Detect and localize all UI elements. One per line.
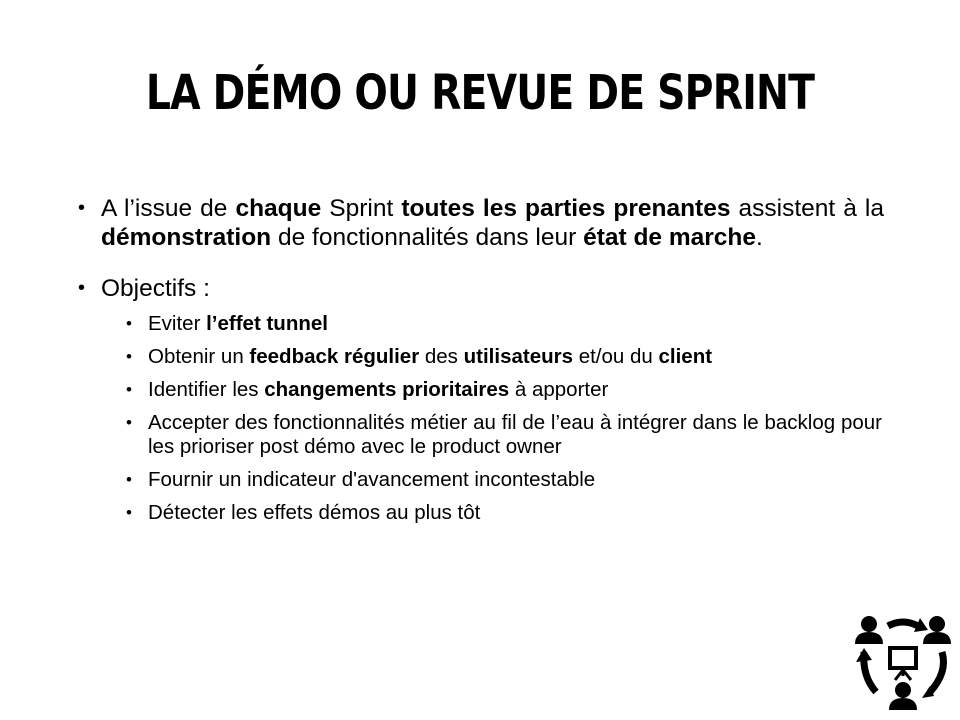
text-segment: Accepter des fonctionnalités métier au fil de l’eau à intégrer dans le backlog pour les prioriser post démo avec le product owner bbox=[148, 411, 882, 458]
bold-text: utilisateurs bbox=[463, 345, 574, 368]
bold-text: feedback régulier bbox=[249, 345, 420, 368]
objectives-list bbox=[126, 312, 882, 525]
text-segment: assistent à la bbox=[730, 195, 884, 222]
text-segment: . bbox=[756, 224, 763, 251]
bold-text: client bbox=[658, 345, 713, 368]
text-segment: Objectifs : bbox=[101, 275, 210, 302]
text-segment: Obtenir un bbox=[148, 345, 250, 368]
text-segment: Détecter les effets démos au plus tôt bbox=[148, 501, 481, 524]
text-segment: Sprint bbox=[321, 195, 402, 222]
text-segment: A l’issue de bbox=[101, 195, 236, 222]
slide-body bbox=[78, 194, 884, 534]
text-segment: de fonctionnalités dans leur bbox=[271, 224, 584, 251]
bullet-objectives bbox=[78, 274, 884, 303]
objective-item bbox=[126, 411, 882, 459]
slide-title: LA DÉMO OU REVUE DE SPRINT bbox=[145, 65, 815, 121]
bold-text: toutes les parties prenantes bbox=[401, 195, 731, 222]
objective-item bbox=[126, 501, 882, 525]
text-segment: et/ou du bbox=[573, 345, 659, 368]
text-segment: à apporter bbox=[509, 378, 609, 401]
bold-text: changements prioritaires bbox=[264, 378, 510, 401]
text-segment: Fournir un indicateur d'avancement incontestable bbox=[148, 468, 596, 491]
bold-text: démonstration bbox=[101, 224, 272, 251]
objective-item bbox=[126, 312, 882, 336]
bold-text: l’effet tunnel bbox=[206, 312, 328, 335]
objective-item bbox=[126, 378, 882, 402]
bold-text: état de marche bbox=[583, 224, 756, 251]
text-segment: Eviter bbox=[148, 312, 207, 335]
text-segment: des bbox=[419, 345, 464, 368]
objective-item bbox=[126, 345, 882, 369]
bold-text: chaque bbox=[235, 195, 322, 222]
meeting-cycle-icon bbox=[850, 610, 956, 712]
bullet-sprint-demo bbox=[78, 194, 884, 252]
text-segment: Identifier les bbox=[148, 378, 265, 401]
objective-item bbox=[126, 468, 882, 492]
